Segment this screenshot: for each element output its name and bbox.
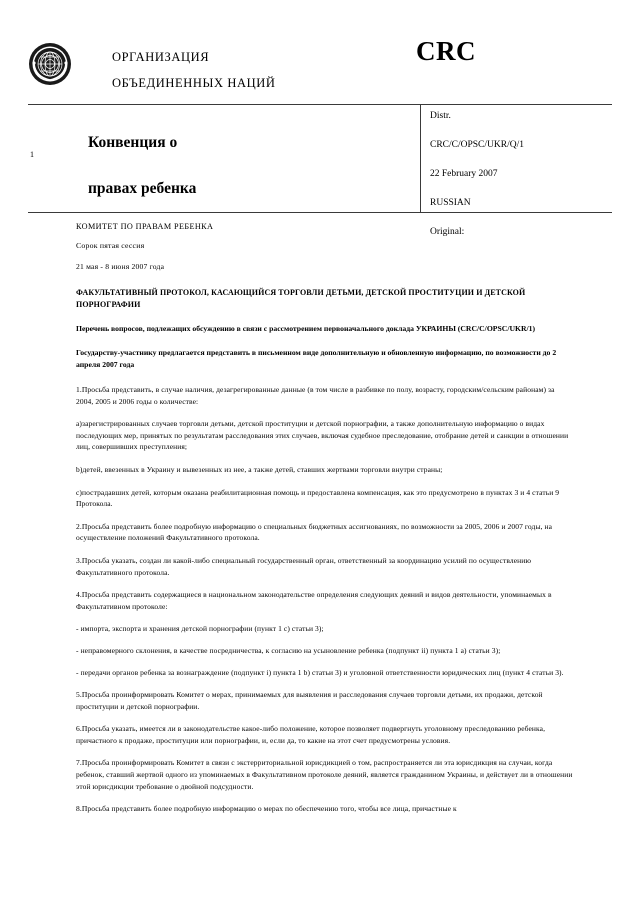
header-divider-vertical — [420, 104, 421, 212]
paragraph: 5.Просьба проинформировать Комитет о мерах, принимаемых для выявления и расследования случаев торговли детьми, их продажи, детской проституции и детской порнографии. — [76, 690, 543, 711]
distr-label: Distr. — [430, 111, 451, 121]
paragraph: b)детей, ввезенных в Украину и вывезенных из нее, а также детей, ставших жертвами торговли внутри страны; — [76, 464, 443, 474]
page-title-line-2: правах ребенка — [88, 180, 197, 197]
document-header — [0, 0, 640, 100]
list-of-issues-subtitle: Перечень вопросов, подлежащих обсуждению в связи с рассмотрением первоначального доклада УКРАИНЫ (CRC/C/OPSC/UKR/1) — [76, 324, 536, 333]
document-language: RUSSIAN — [430, 198, 471, 208]
paragraph: 7.Просьба проинформировать Комитет в связи с экстерриториальной юрисдикцией о том, распространяется ли эта юрисдикция на случаи, когда ребенок, ставший жертвой одного из упоминаемых в Факультативном протоколе деяний, является гражданином Украины, и действует ли в отношении этой юрисдикции требование о двойной подсудности. — [76, 758, 573, 791]
document-body — [76, 222, 573, 826]
session-name: Сорок пятая сессия — [76, 241, 145, 250]
distribution-block — [430, 110, 620, 238]
document-symbol-crc: CRC — [416, 36, 476, 66]
session-dates: 21 мая - 8 июня 2007 года — [76, 262, 165, 271]
state-party-note: Государству-участнику предлагается представить в письменном виде дополнительную и обновленную информацию, по возможности до 2 апреля 2007 года — [76, 348, 557, 369]
organization-line-2: ОБЪЕДИНЕННЫХ НАЦИЙ — [112, 76, 276, 90]
protocol-heading: ФАКУЛЬТАТИВНЫЙ ПРОТОКОЛ, КАСАЮЩИЙСЯ ТОРГОВЛИ ДЕТЬМИ, ДЕТСКОЙ ПРОСТИТУЦИИ И ДЕТСКОЙ ПОРНОГРАФИИ — [76, 288, 526, 309]
document-symbol: CRC/C/OPSC/UKR/Q/1 — [430, 140, 524, 150]
paragraph: 2.Просьба представить более подробную информацию о специальных бюджетных ассигнованиях, по возможности за 2005, 2006 и 2007 годы, на осуществление положений Факультативного протокола. — [76, 521, 553, 543]
page-side-number: 1 — [30, 150, 34, 159]
paragraph: c)пострадавших детей, которым оказана реабилитационная помощь и предоставлена компенсация, как это предусмотрено в пунктах 3 и 4 статьи 9 Протокола. — [76, 487, 560, 509]
committee-name: КОМИТЕТ ПО ПРАВАМ РЕБЕНКА — [76, 222, 214, 231]
header-divider-top — [28, 104, 612, 105]
page-title — [88, 120, 388, 212]
paragraph: 8.Просьба представить более подробную информацию о мерах по обеспечению того, чтобы все лица, причастные к — [76, 804, 457, 814]
document-date: 22 February 2007 — [430, 169, 498, 179]
paragraph: - передачи органов ребенка за вознаграждение (подпункт i) пункта 1 b) статьи 3) и уголовной ответственности юридических лиц (пункт 4 статьи 3). — [76, 667, 564, 677]
paragraph: 4.Просьба представить содержащиеся в национальном законодательстве определения следующих деяний и видов деятельности, упоминаемых в Факультативном протоколе: — [76, 590, 552, 611]
paragraph: 1.Просьба представить, в случае наличия, дезагрегированные данные (в том числе в разбивке по полу, возрасту, городским/сельским районам) за 2004, 2005 и 2006 годы о количестве: — [76, 385, 555, 406]
paragraph: a)зарегистрированных случаев торговли детьми, детской проституции и детской порнографии, а также дополнительную информацию о видах последующих мер, принятых по результатам расследования этих случаев, включая судебное преследование, отобрание детей и санкции в отношении лиц, совершивших преступления; — [76, 419, 569, 452]
paragraph: 3.Просьба указать, создан ли какой-либо специальный государственный орган, ответственный за координацию усилий по осуществлению Факультативного протокола. — [76, 555, 532, 577]
paragraph: - неправомерного склонения, в качестве посредничества, к согласию на усыновление ребенка (подпункт ii) пункта 1 a) статьи 3); — [76, 645, 501, 655]
paragraph: 6.Просьба указать, имеется ли в законодательстве какое-либо положение, которое позволяет подвергнуть уголовному преследованию ребенка, причастного к продаже, проституции или порнографии, и, если да, то какие на этот счет предусмотрены условия. — [76, 724, 546, 745]
organization-name — [112, 44, 275, 96]
organization-line-1: ОРГАНИЗАЦИЯ — [112, 50, 210, 64]
un-emblem-icon — [28, 42, 72, 86]
page-title-line-1: Конвенция о — [88, 134, 178, 151]
original-label: Original: — [430, 227, 465, 237]
paragraph: - импорта, экспорта и хранения детской порнографии (пункт 1 с) статьи 3); — [76, 624, 324, 634]
